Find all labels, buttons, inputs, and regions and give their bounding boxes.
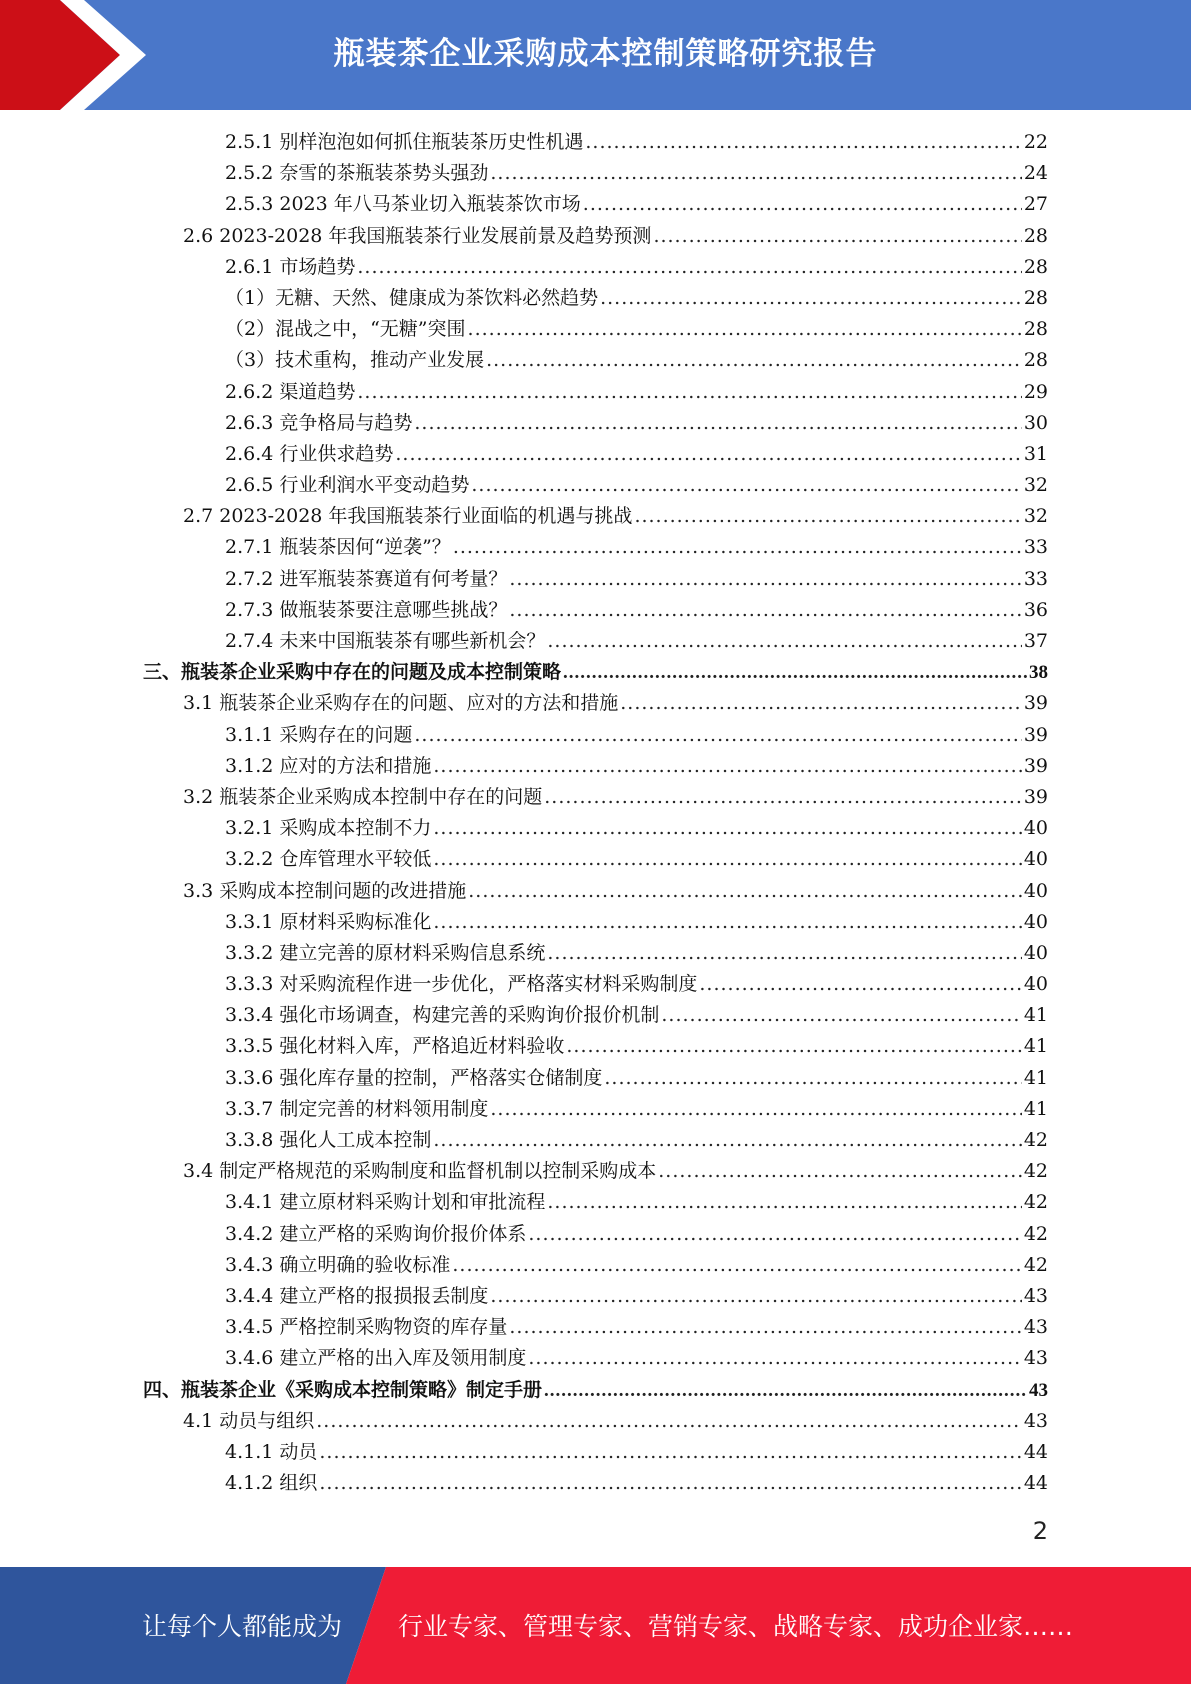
toc-entry-page: 44 bbox=[1023, 1440, 1048, 1463]
toc-row[interactable] bbox=[0, 813, 1191, 844]
toc-row[interactable] bbox=[0, 782, 1191, 813]
toc-entry[interactable] bbox=[183, 1156, 1048, 1187]
toc-entry-label: 2.7 2023-2028 年我国瓶装茶行业面临的机遇与挑战 bbox=[183, 505, 633, 528]
toc-entry[interactable] bbox=[225, 626, 1048, 657]
toc-entry-page: 44 bbox=[1023, 1472, 1048, 1495]
toc-entry[interactable] bbox=[225, 158, 1048, 189]
toc-row[interactable] bbox=[0, 1031, 1191, 1062]
table-of-contents bbox=[0, 127, 1191, 1499]
toc-row[interactable] bbox=[0, 1312, 1191, 1343]
toc-entry-label: （1）无糖、天然、健康成为茶饮料必然趋势 bbox=[225, 286, 599, 309]
toc-row[interactable] bbox=[0, 720, 1191, 751]
toc-entry-label: 3.1 瓶装茶企业采购存在的问题、应对的方法和措施 bbox=[183, 692, 619, 715]
header-band bbox=[0, 0, 1191, 110]
toc-entry[interactable] bbox=[183, 1406, 1048, 1437]
toc-dot-leader bbox=[544, 1375, 1027, 1406]
toc-entry-label: 3.3.5 强化材料入库，严格追近材料验收 bbox=[225, 1035, 565, 1058]
toc-entry-page: 43 bbox=[1023, 1284, 1048, 1307]
toc-entry-label: 3.1.2 应对的方法和措施 bbox=[225, 754, 432, 777]
toc-entry[interactable] bbox=[225, 969, 1048, 1000]
toc-entry-page: 40 bbox=[1023, 910, 1048, 933]
toc-entry-page: 39 bbox=[1023, 692, 1048, 715]
toc-row[interactable] bbox=[0, 595, 1191, 626]
toc-dot-leader bbox=[528, 1219, 1021, 1250]
toc-entry[interactable] bbox=[225, 1281, 1048, 1312]
toc-entry[interactable] bbox=[225, 1219, 1048, 1250]
toc-entry[interactable] bbox=[225, 720, 1048, 751]
toc-entry-label: 2.7.3 做瓶装茶要注意哪些挑战？ bbox=[225, 598, 508, 621]
footer-band bbox=[0, 1567, 1191, 1684]
toc-entry[interactable] bbox=[225, 1312, 1048, 1343]
toc-entry-page: 40 bbox=[1023, 817, 1048, 840]
toc-entry-page: 28 bbox=[1023, 224, 1048, 247]
toc-entry[interactable] bbox=[143, 657, 1048, 688]
toc-entry-page: 27 bbox=[1023, 193, 1048, 216]
toc-entry[interactable] bbox=[225, 1468, 1048, 1499]
toc-row[interactable] bbox=[0, 127, 1191, 158]
toc-row[interactable] bbox=[0, 377, 1191, 408]
footer-slogan-left: 让每个人都能成为 bbox=[142, 1612, 343, 1641]
toc-entry-page: 33 bbox=[1023, 536, 1048, 559]
toc-dot-leader bbox=[433, 907, 1021, 938]
toc-row[interactable] bbox=[0, 688, 1191, 719]
toc-row[interactable] bbox=[0, 1187, 1191, 1218]
toc-row[interactable] bbox=[0, 1094, 1191, 1125]
toc-row[interactable] bbox=[0, 221, 1191, 252]
toc-entry-page: 38 bbox=[1029, 662, 1048, 684]
toc-entry-page: 28 bbox=[1023, 349, 1048, 372]
toc-entry-page: 42 bbox=[1023, 1160, 1048, 1183]
toc-dot-leader bbox=[583, 189, 1022, 220]
toc-entry-page: 39 bbox=[1023, 723, 1048, 746]
toc-entry-label: 3.4.1 建立原材料采购计划和审批流程 bbox=[225, 1191, 546, 1214]
toc-row[interactable] bbox=[0, 1281, 1191, 1312]
toc-entry-page: 37 bbox=[1023, 630, 1048, 652]
toc-dot-leader bbox=[509, 595, 1021, 626]
toc-entry-page: 42 bbox=[1023, 1253, 1048, 1276]
toc-dot-leader bbox=[357, 252, 1021, 283]
footer-slogan-right: 行业专家、管理专家、营销专家、战略专家、成功企业家…… bbox=[398, 1612, 1074, 1641]
toc-row[interactable] bbox=[0, 1343, 1191, 1374]
toc-dot-leader bbox=[490, 158, 1021, 189]
toc-row[interactable] bbox=[0, 1156, 1191, 1187]
toc-entry-label: （3）技术重构，推动产业发展 bbox=[225, 349, 485, 372]
toc-entry-label: 2.6.1 市场趋势 bbox=[225, 255, 356, 278]
toc-entry[interactable] bbox=[183, 876, 1048, 907]
toc-entry-label: 3.3.3 对采购流程作进一步优化，严格落实材料采购制度 bbox=[225, 973, 698, 996]
toc-entry-page: 43 bbox=[1023, 1347, 1048, 1370]
toc-entry-label: 3.2 瓶装茶企业采购成本控制中存在的问题 bbox=[183, 785, 543, 808]
toc-entry-label: 四、瓶装茶企业《采购成本控制策略》制定手册 bbox=[143, 1379, 543, 1401]
toc-row[interactable] bbox=[0, 1000, 1191, 1031]
toc-entry[interactable] bbox=[225, 377, 1048, 408]
toc-dot-leader bbox=[468, 314, 1022, 345]
toc-entry-page: 39 bbox=[1023, 785, 1048, 808]
toc-row[interactable] bbox=[0, 1468, 1191, 1499]
toc-entry-page: 43 bbox=[1023, 1409, 1048, 1432]
toc-entry[interactable] bbox=[225, 1000, 1048, 1031]
toc-dot-leader bbox=[620, 688, 1022, 719]
toc-entry[interactable] bbox=[225, 813, 1048, 844]
toc-dot-leader bbox=[699, 969, 1021, 1000]
toc-entry[interactable] bbox=[225, 1250, 1048, 1281]
toc-dot-leader bbox=[544, 782, 1022, 813]
toc-entry-page: 41 bbox=[1023, 1004, 1048, 1027]
toc-entry[interactable] bbox=[183, 688, 1048, 719]
toc-dot-leader bbox=[653, 221, 1021, 252]
toc-dot-leader bbox=[604, 1063, 1021, 1094]
toc-dot-leader bbox=[509, 564, 1021, 595]
toc-dot-leader bbox=[316, 1406, 1022, 1437]
toc-entry-page: 42 bbox=[1023, 1129, 1048, 1151]
toc-row[interactable] bbox=[0, 439, 1191, 470]
toc-entry-label: 3.4.3 确立明确的验收标准 bbox=[225, 1253, 451, 1276]
toc-row[interactable] bbox=[0, 1219, 1191, 1250]
toc-entry-label: 2.6 2023-2028 年我国瓶装茶行业发展前景及趋势预测 bbox=[183, 224, 652, 247]
toc-dot-leader bbox=[563, 657, 1027, 688]
toc-entry[interactable] bbox=[225, 1063, 1048, 1094]
toc-entry[interactable] bbox=[225, 1437, 1048, 1468]
toc-entry[interactable] bbox=[225, 751, 1048, 782]
toc-entry-label: 3.3.4 强化市场调查，构建完善的采购询价报价机制 bbox=[225, 1004, 660, 1027]
toc-entry-page: 28 bbox=[1023, 255, 1048, 278]
toc-row[interactable] bbox=[0, 345, 1191, 376]
toc-dot-leader bbox=[634, 501, 1021, 532]
toc-dot-leader bbox=[357, 377, 1021, 408]
toc-entry[interactable] bbox=[225, 1094, 1048, 1125]
toc-row[interactable] bbox=[0, 969, 1191, 1000]
toc-row[interactable] bbox=[0, 501, 1191, 532]
toc-entry-page: 36 bbox=[1023, 598, 1048, 621]
toc-entry[interactable] bbox=[225, 1125, 1048, 1156]
toc-dot-leader bbox=[486, 345, 1022, 376]
toc-entry-page: 22 bbox=[1023, 131, 1048, 153]
toc-row[interactable] bbox=[0, 252, 1191, 283]
toc-row[interactable] bbox=[0, 408, 1191, 439]
toc-entry-label: 4.1.1 动员 bbox=[225, 1440, 318, 1463]
toc-dot-leader bbox=[433, 813, 1021, 844]
toc-dot-leader bbox=[433, 751, 1021, 782]
toc-entry-label: 3.4.6 建立严格的出入库及领用制度 bbox=[225, 1347, 527, 1370]
toc-dot-leader bbox=[509, 1312, 1021, 1343]
toc-dot-leader bbox=[600, 283, 1022, 314]
toc-entry-page: 33 bbox=[1023, 567, 1048, 590]
toc-dot-leader bbox=[661, 1000, 1021, 1031]
toc-dot-leader bbox=[547, 626, 1021, 657]
toc-row[interactable] bbox=[0, 1125, 1191, 1156]
toc-entry-label: 3.3.7 制定完善的材料领用制度 bbox=[225, 1097, 489, 1120]
toc-entry-page: 43 bbox=[1023, 1316, 1048, 1339]
toc-entry-page: 32 bbox=[1023, 505, 1048, 528]
toc-entry-label: 3.3.6 强化库存量的控制，严格落实仓储制度 bbox=[225, 1066, 603, 1089]
toc-entry-page: 42 bbox=[1023, 1222, 1048, 1245]
toc-dot-leader bbox=[585, 127, 1021, 158]
toc-row[interactable] bbox=[0, 1250, 1191, 1281]
toc-entry-label: 三、瓶装茶企业采购中存在的问题及成本控制策略 bbox=[143, 662, 562, 684]
toc-row[interactable] bbox=[0, 1437, 1191, 1468]
toc-entry[interactable] bbox=[225, 1343, 1048, 1374]
toc-entry-label: 3.3.1 原材料采购标准化 bbox=[225, 910, 432, 933]
toc-row[interactable] bbox=[0, 532, 1191, 563]
toc-dot-leader bbox=[528, 1343, 1021, 1374]
toc-dot-leader bbox=[395, 439, 1021, 470]
toc-entry-page: 28 bbox=[1023, 318, 1048, 341]
toc-dot-leader bbox=[547, 938, 1021, 969]
toc-entry[interactable] bbox=[225, 470, 1048, 501]
toc-entry-page: 28 bbox=[1023, 286, 1048, 309]
toc-dot-leader bbox=[452, 1250, 1021, 1281]
toc-entry-label: 3.4.4 建立严格的报损报丢制度 bbox=[225, 1284, 489, 1307]
toc-entry-label: 3.4.5 严格控制采购物资的库存量 bbox=[225, 1316, 508, 1339]
toc-entry-label: 2.5.3 2023 年八马茶业切入瓶装茶饮市场 bbox=[225, 193, 581, 216]
toc-dot-leader bbox=[471, 470, 1021, 501]
toc-entry-page: 30 bbox=[1023, 411, 1048, 434]
toc-entry-label: 3.3.2 建立完善的原材料采购信息系统 bbox=[225, 941, 546, 964]
toc-entry[interactable] bbox=[225, 408, 1048, 439]
toc-entry-page: 40 bbox=[1023, 973, 1048, 996]
toc-dot-leader bbox=[319, 1468, 1021, 1499]
toc-dot-leader bbox=[566, 1031, 1021, 1062]
toc-dot-leader bbox=[658, 1156, 1022, 1187]
toc-row[interactable] bbox=[0, 626, 1191, 657]
toc-entry-label: 2.7.2 进军瓶装茶赛道有何考量？ bbox=[225, 567, 508, 590]
toc-row[interactable] bbox=[0, 1063, 1191, 1094]
toc-entry-page: 40 bbox=[1023, 848, 1048, 871]
toc-dot-leader bbox=[547, 1187, 1021, 1218]
toc-entry[interactable] bbox=[225, 1187, 1048, 1218]
toc-entry[interactable] bbox=[225, 595, 1048, 626]
toc-entry[interactable] bbox=[225, 564, 1048, 595]
toc-row[interactable] bbox=[0, 1375, 1191, 1406]
toc-dot-leader bbox=[414, 408, 1021, 439]
toc-entry-label: 2.7.1 瓶装茶因何“逆袭”？ bbox=[225, 536, 451, 559]
toc-row[interactable] bbox=[0, 876, 1191, 907]
toc-dot-leader bbox=[468, 876, 1022, 907]
toc-entry-page: 29 bbox=[1023, 380, 1048, 403]
toc-entry[interactable] bbox=[225, 844, 1048, 875]
toc-entry-label: 2.5.1 别样泡泡如何抓住瓶装茶历史性机遇 bbox=[225, 131, 584, 153]
toc-entry[interactable] bbox=[225, 127, 1048, 158]
toc-row[interactable] bbox=[0, 470, 1191, 501]
toc-entry-page: 39 bbox=[1023, 754, 1048, 777]
toc-row[interactable] bbox=[0, 564, 1191, 595]
toc-entry-label: 3.4.2 建立严格的采购询价报价体系 bbox=[225, 1222, 527, 1245]
toc-dot-leader bbox=[490, 1281, 1021, 1312]
toc-entry-page: 24 bbox=[1023, 162, 1048, 185]
toc-entry-label: 2.6.4 行业供求趋势 bbox=[225, 442, 394, 465]
toc-dot-leader bbox=[433, 1125, 1021, 1156]
toc-row[interactable] bbox=[0, 938, 1191, 969]
toc-entry-page: 41 bbox=[1023, 1066, 1048, 1089]
toc-entry-label: （2）混战之中，“无糖”突围 bbox=[225, 318, 466, 341]
toc-row[interactable] bbox=[0, 283, 1191, 314]
toc-row[interactable] bbox=[0, 189, 1191, 220]
toc-entry-label: 3.3 采购成本控制问题的改进措施 bbox=[183, 879, 467, 902]
toc-row[interactable] bbox=[0, 1406, 1191, 1437]
toc-row[interactable] bbox=[0, 907, 1191, 938]
toc-row[interactable] bbox=[0, 751, 1191, 782]
toc-entry[interactable] bbox=[225, 252, 1048, 283]
toc-entry[interactable] bbox=[225, 532, 1048, 563]
toc-entry-page: 41 bbox=[1023, 1035, 1048, 1058]
toc-entry[interactable] bbox=[143, 1375, 1048, 1406]
toc-entry-page: 41 bbox=[1023, 1097, 1048, 1120]
toc-dot-leader bbox=[453, 532, 1022, 563]
toc-entry[interactable] bbox=[225, 907, 1048, 938]
toc-dot-leader bbox=[319, 1437, 1021, 1468]
toc-entry[interactable] bbox=[225, 439, 1048, 470]
toc-entry[interactable] bbox=[183, 782, 1048, 813]
toc-row[interactable] bbox=[0, 158, 1191, 189]
toc-entry-page: 40 bbox=[1023, 879, 1048, 902]
toc-entry-label: 4.1.2 组织 bbox=[225, 1472, 318, 1495]
toc-entry[interactable] bbox=[225, 314, 1048, 345]
toc-entry-page: 32 bbox=[1023, 474, 1048, 497]
toc-entry-label: 3.2.2 仓库管理水平较低 bbox=[225, 848, 432, 871]
toc-row[interactable] bbox=[0, 657, 1191, 688]
page-number: 2 bbox=[1032, 1517, 1048, 1545]
toc-entry[interactable] bbox=[183, 221, 1048, 252]
toc-entry-page: 43 bbox=[1029, 1379, 1048, 1401]
toc-entry[interactable] bbox=[225, 345, 1048, 376]
toc-entry[interactable] bbox=[225, 938, 1048, 969]
toc-entry-label: 2.6.5 行业利润水平变动趋势 bbox=[225, 474, 470, 497]
report-title: 瓶装茶企业采购成本控制策略研究报告 bbox=[333, 36, 878, 72]
toc-dot-leader bbox=[414, 720, 1021, 751]
toc-entry-label: 4.1 动员与组织 bbox=[183, 1409, 315, 1432]
toc-entry[interactable] bbox=[183, 501, 1048, 532]
toc-dot-leader bbox=[433, 844, 1021, 875]
toc-entry[interactable] bbox=[225, 1031, 1048, 1062]
toc-entry-page: 42 bbox=[1023, 1191, 1048, 1214]
toc-entry[interactable] bbox=[225, 283, 1048, 314]
toc-entry-label: 3.1.1 采购存在的问题 bbox=[225, 723, 413, 746]
toc-entry-label: 2.7.4 未来中国瓶装茶有哪些新机会？ bbox=[225, 630, 546, 652]
toc-entry-label: 2.6.3 竞争格局与趋势 bbox=[225, 411, 413, 434]
toc-entry-label: 2.6.2 渠道趋势 bbox=[225, 380, 356, 403]
toc-entry-label: 3.4 制定严格规范的采购制度和监督机制以控制采购成本 bbox=[183, 1160, 657, 1183]
toc-entry-page: 40 bbox=[1023, 941, 1048, 964]
toc-row[interactable] bbox=[0, 844, 1191, 875]
toc-entry[interactable] bbox=[225, 189, 1048, 220]
toc-entry-label: 2.5.2 奈雪的茶瓶装茶势头强劲 bbox=[225, 162, 489, 185]
toc-entry-label: 3.3.8 强化人工成本控制 bbox=[225, 1129, 432, 1151]
toc-row[interactable] bbox=[0, 314, 1191, 345]
toc-entry-label: 3.2.1 采购成本控制不力 bbox=[225, 817, 432, 840]
toc-entry-page: 31 bbox=[1023, 442, 1048, 465]
toc-dot-leader bbox=[490, 1094, 1021, 1125]
